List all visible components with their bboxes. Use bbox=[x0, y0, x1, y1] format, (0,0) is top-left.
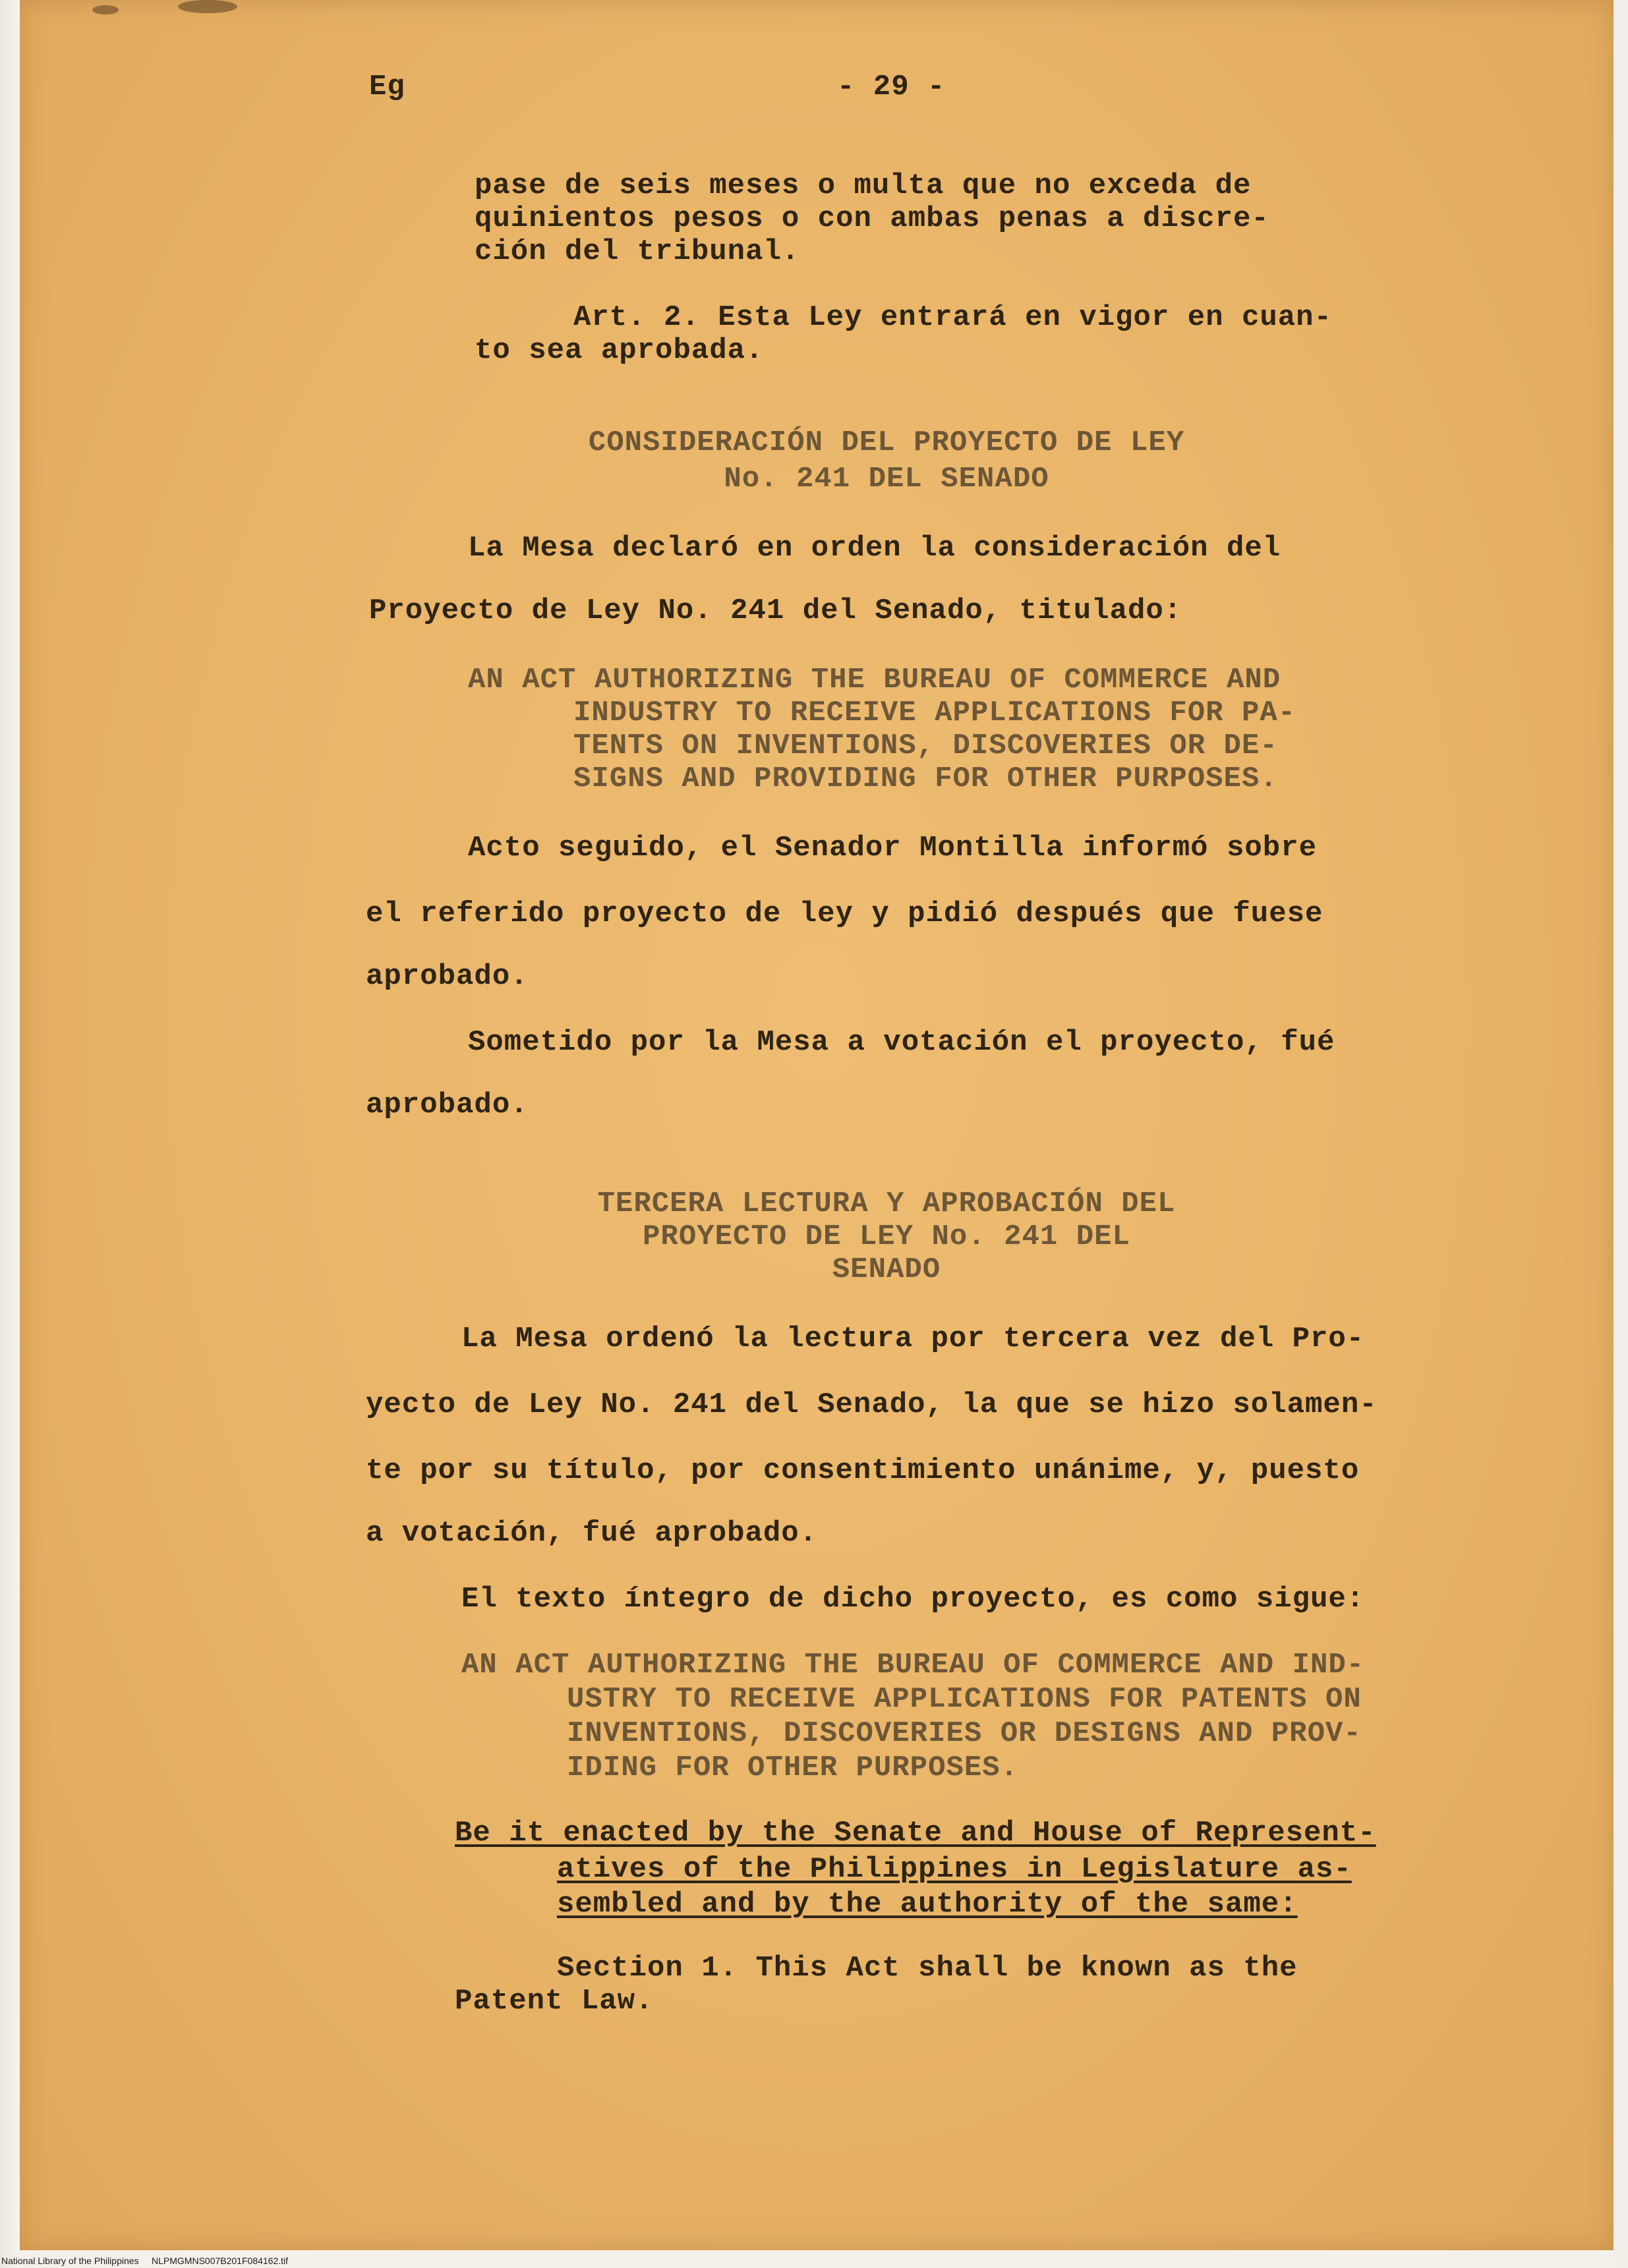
bill-title-line: TENTS ON INVENTIONS, DISCOVERIES OR DE- bbox=[573, 729, 1278, 762]
paragraph-line: Proyecto de Ley No. 241 del Senado, titulado: bbox=[369, 594, 1182, 627]
page-initials: Eg bbox=[369, 71, 405, 103]
article-line: to sea aprobada. bbox=[475, 334, 764, 367]
section-heading: PROYECTO DE LEY No. 241 DEL bbox=[643, 1220, 1130, 1253]
section-line: Patent Law. bbox=[455, 1985, 654, 2018]
paragraph-line: Sometido por la Mesa a votación el proyecto, fué bbox=[468, 1026, 1335, 1059]
page-number: - 29 - bbox=[837, 71, 946, 103]
bill-title-line: IDING FOR OTHER PURPOSES. bbox=[567, 1751, 1019, 1784]
bill-title-line: INDUSTRY TO RECEIVE APPLICATIONS FOR PA- bbox=[573, 696, 1296, 729]
enacting-clause-line: atives of the Philippines in Legislature as- bbox=[557, 1853, 1352, 1886]
bill-title-line: INVENTIONS, DISCOVERIES OR DESIGNS AND PROV- bbox=[567, 1717, 1362, 1750]
enacting-clause-line: sembled and by the authority of the same: bbox=[557, 1888, 1298, 1921]
paragraph-line: pase de seis meses o multa que no exceda de bbox=[475, 169, 1252, 202]
ink-spot bbox=[178, 0, 237, 13]
paragraph-line: El texto íntegro de dicho proyecto, es como sigue: bbox=[461, 1583, 1365, 1616]
section-line: Section 1. This Act shall be known as the bbox=[557, 1952, 1298, 1985]
ink-spot bbox=[92, 5, 119, 14]
section-heading: SENADO bbox=[832, 1253, 941, 1286]
scan-margin-left bbox=[0, 0, 20, 2268]
scan-margin-right bbox=[1613, 0, 1628, 2268]
paragraph-line: aprobado. bbox=[366, 1089, 529, 1121]
article-line: Art. 2. Esta Ley entrará en vigor en cuan- bbox=[573, 301, 1332, 334]
bill-title-line: SIGNS AND PROVIDING FOR OTHER PURPOSES. bbox=[573, 762, 1278, 795]
bill-title-line: AN ACT AUTHORIZING THE BUREAU OF COMMERCE AND bbox=[468, 664, 1281, 696]
paragraph-line: La Mesa declaró en orden la consideración del bbox=[468, 532, 1281, 565]
bill-title-line: USTRY TO RECEIVE APPLICATIONS FOR PATENTS ON bbox=[567, 1683, 1362, 1716]
paragraph-line: aprobado. bbox=[366, 960, 529, 993]
enacting-clause-line: Be it enacted by the Senate and House of Represent- bbox=[455, 1817, 1376, 1850]
scan-footer-caption: National Library of the Philippines NLPMGMNS007B201F084162.tif bbox=[1, 2255, 289, 2266]
bill-title-line: AN ACT AUTHORIZING THE BUREAU OF COMMERCE AND IND- bbox=[461, 1649, 1365, 1682]
paragraph-line: yecto de Ley No. 241 del Senado, la que se hizo solamen- bbox=[366, 1388, 1378, 1421]
paragraph-line: ción del tribunal. bbox=[475, 235, 800, 268]
section-heading: No. 241 DEL SENADO bbox=[724, 463, 1049, 496]
paragraph-line: a votación, fué aprobado. bbox=[366, 1517, 818, 1550]
paragraph-line: Acto seguido, el Senador Montilla informó sobre bbox=[468, 832, 1318, 865]
paragraph-line: te por su título, por consentimiento unánime, y, puesto bbox=[366, 1454, 1360, 1487]
section-heading: CONSIDERACIÓN DEL PROYECTO DE LEY bbox=[588, 426, 1185, 459]
paragraph-line: el referido proyecto de ley y pidió después que fuese bbox=[366, 897, 1323, 930]
paragraph-line: quinientos pesos o con ambas penas a discre- bbox=[475, 202, 1269, 235]
section-heading: TERCERA LECTURA Y APROBACIÓN DEL bbox=[597, 1187, 1176, 1220]
paragraph-line: La Mesa ordenó la lectura por tercera vez del Pro- bbox=[461, 1322, 1365, 1355]
